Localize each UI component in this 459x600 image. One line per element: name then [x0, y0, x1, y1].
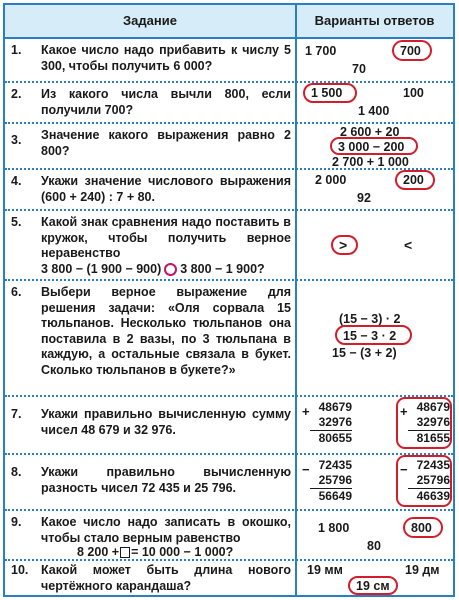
- answer-option-correct[interactable]: 700: [400, 44, 421, 58]
- answer-option-correct[interactable]: >: [339, 237, 348, 253]
- sum-result: 81655: [408, 430, 450, 446]
- table-header: [5, 5, 453, 39]
- row-number: 2.: [11, 87, 22, 101]
- subtrahend: 25796: [416, 473, 450, 487]
- correct-answer-oval: [403, 517, 443, 538]
- equation-left: 8 200 +: [77, 545, 120, 559]
- answer-option[interactable]: 15 − (3 + 2): [332, 346, 397, 360]
- table-row-8: [5, 455, 453, 511]
- header-task: Задание: [123, 13, 177, 28]
- addend: 32976: [416, 415, 450, 429]
- answer-option[interactable]: 70: [352, 62, 366, 76]
- answer-option-correct[interactable]: 15 − 3 · 2: [343, 329, 397, 343]
- question-text: Укажи правильно вычисленную сумму чисел 48 679 и 32 976.: [41, 407, 291, 437]
- subtrahend: 25796: [318, 473, 352, 487]
- correct-answer-oval: [335, 325, 412, 345]
- answer-option[interactable]: 92: [357, 191, 371, 205]
- correct-answer-oval: [395, 170, 435, 190]
- answer-option[interactable]: 1 700: [305, 44, 337, 58]
- table-row-1: [5, 39, 453, 83]
- inequality-right: 3 800 − 1 900?: [180, 262, 265, 276]
- minus-sign: −: [400, 462, 408, 477]
- table-row-6: [5, 281, 453, 397]
- answer-option[interactable]: 100: [403, 86, 424, 100]
- question-text: Укажи значение числового выражения (600 + 240) : 7 + 80.: [41, 174, 291, 204]
- sum-result: 80655: [310, 430, 352, 446]
- blank-box-icon: [120, 547, 130, 558]
- correct-answer-oval: [396, 397, 452, 449]
- question-text: Какой может быть длина нового чертёжного карандаша?: [41, 563, 291, 593]
- correct-answer-oval: [331, 235, 358, 255]
- row-number: 9.: [11, 515, 22, 529]
- row-number: 3.: [11, 133, 22, 147]
- question-text: Значение какого выражения равно 2 800?: [41, 128, 291, 158]
- table-row-10: [5, 561, 453, 597]
- column-diff-option[interactable]: [310, 458, 352, 504]
- addend: 32976: [318, 415, 352, 429]
- table-row-9: [5, 511, 453, 561]
- test-sheet: [3, 3, 455, 597]
- table-row-2: [5, 83, 453, 124]
- question-text: Какое число надо записать в окошко, чтобы стало верным равенство: [41, 515, 291, 545]
- answer-option[interactable]: 19 дм: [405, 563, 440, 577]
- inequality-left: 3 800 − (1 900 − 900): [41, 262, 162, 276]
- inequality-line: [41, 262, 291, 278]
- table-row-7: [5, 397, 453, 455]
- answer-option[interactable]: 2 700 + 1 000: [332, 155, 409, 169]
- answer-option[interactable]: 1 400: [358, 104, 390, 118]
- answer-option[interactable]: 1 800: [318, 521, 350, 535]
- correct-answer-oval: [396, 455, 452, 507]
- equation-right: = 10 000 − 1 000?: [131, 545, 234, 559]
- answer-option[interactable]: (15 − 3) · 2: [339, 312, 401, 326]
- correct-answer-oval: [348, 576, 398, 595]
- table-row-5: [5, 211, 453, 281]
- column-sum-option[interactable]: [310, 400, 352, 446]
- answer-option-correct[interactable]: 3 000 − 200: [338, 140, 405, 154]
- question-text: Какое число надо прибавить к числу 5 300, чтобы получить 6 000?: [41, 43, 291, 73]
- row-number: 8.: [11, 465, 22, 479]
- difference-result: 56649: [310, 488, 352, 504]
- row-number: 10.: [11, 563, 29, 577]
- answer-option[interactable]: 80: [367, 539, 381, 553]
- correct-answer-oval: [330, 137, 418, 155]
- question-text: Выбери верное выражение для решения задачи: «Оля сорвала 15 тюльпанов. Несколько тюльпанов она поставила в 2 вазы, по 3 тюльпана в каждую, а остальные связала в букет. Сколько тюльпанов в букете?»: [41, 285, 291, 377]
- question-text: Из какого числа вычли 800, если получили 700?: [41, 87, 291, 117]
- row-number: 7.: [11, 407, 22, 421]
- plus-sign: +: [302, 404, 310, 419]
- table-row-3: [5, 124, 453, 170]
- blank-circle-icon: [164, 263, 177, 276]
- minuend: 72435: [318, 458, 352, 472]
- correct-answer-oval: [303, 83, 357, 103]
- table-row-4: [5, 170, 453, 211]
- addend: 48679: [318, 400, 352, 414]
- row-number: 1.: [11, 43, 22, 57]
- answer-option-correct[interactable]: 200: [403, 173, 424, 187]
- plus-sign: +: [400, 404, 408, 419]
- answer-option-correct[interactable]: 1 500: [311, 86, 343, 100]
- correct-answer-oval: [392, 40, 432, 61]
- question-text: Укажи правильно вычисленную разность чисел 72 435 и 25 796.: [41, 465, 291, 495]
- minus-sign: −: [302, 462, 310, 477]
- header-answers: Варианты ответов: [314, 13, 435, 28]
- row-number: 5.: [11, 215, 22, 229]
- answer-option[interactable]: 19 мм: [307, 563, 343, 577]
- answer-option[interactable]: 2 600 + 20: [340, 125, 400, 139]
- question-text: Какой знак сравнения надо поставить в кружок, чтобы получить верное неравенство: [41, 215, 291, 260]
- minuend: 72435: [416, 458, 450, 472]
- row-number: 4.: [11, 174, 22, 188]
- equation-line: [77, 545, 297, 561]
- answer-option[interactable]: <: [404, 237, 413, 253]
- addend: 48679: [416, 400, 450, 414]
- answer-option-correct[interactable]: 19 см: [356, 579, 390, 593]
- difference-result: 46639: [408, 488, 450, 504]
- row-number: 6.: [11, 285, 22, 299]
- answer-option-correct[interactable]: 800: [411, 521, 432, 535]
- answer-option[interactable]: 2 000: [315, 173, 347, 187]
